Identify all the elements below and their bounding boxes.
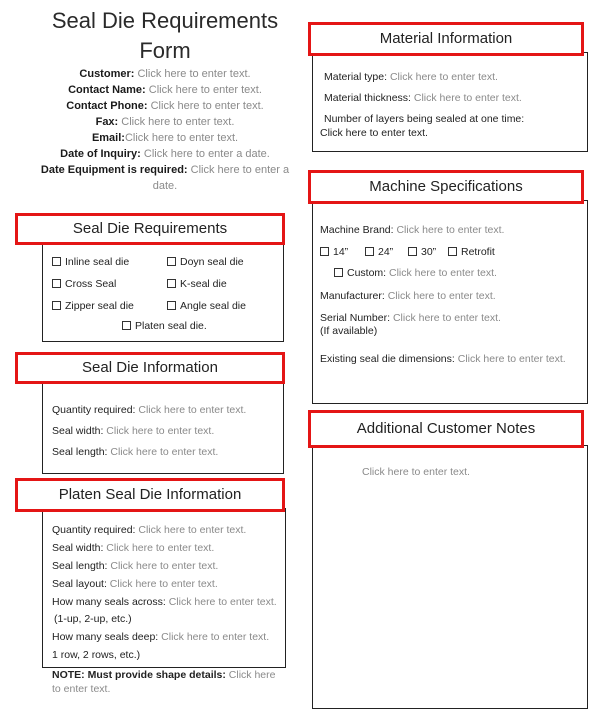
checkbox-icon [167, 301, 176, 310]
platen-deep-field[interactable]: Click here to enter text. [161, 631, 270, 643]
notes-panel [312, 445, 588, 709]
custom-field[interactable]: Click here to enter text. [389, 267, 497, 279]
notes-heading: Additional Customer Notes [308, 410, 584, 448]
date-required-line: Date Equipment is required: Click here to enter a date. [40, 164, 290, 192]
checkbox-icon [334, 268, 343, 277]
checkbox-icon [52, 279, 61, 288]
checkbox-icon [448, 247, 457, 256]
option-angle-seal-die[interactable]: Angle seal die [167, 300, 246, 312]
customer-info [40, 66, 290, 194]
size-custom[interactable]: Custom: Click here to enter text. [334, 267, 497, 279]
manufacturer-row: Manufacturer: Click here to enter text. [320, 290, 496, 302]
platen-layout-row: Seal layout: Click here to enter text. [52, 578, 218, 590]
email-field[interactable]: Click here to enter text. [124, 132, 239, 144]
material-type-row: Material type: Click here to enter text. [324, 71, 498, 83]
platen-across-hint: (1-up, 2-up, etc.) [54, 613, 132, 625]
option-doyn-seal-die[interactable]: Doyn seal die [167, 256, 244, 268]
checkbox-icon [167, 279, 176, 288]
machine-brand-row: Machine Brand: Click here to enter text. [320, 224, 505, 236]
machine-brand-field[interactable]: Click here to enter text. [396, 224, 505, 236]
material-thickness-field[interactable]: Click here to enter text. [413, 92, 522, 104]
platen-layout-field[interactable]: Click here to enter text. [109, 578, 218, 590]
existing-dims-row: Existing seal die dimensions: Click here to enter text. [320, 353, 566, 365]
option-k-seal-die[interactable]: K-seal die [167, 278, 227, 290]
platen-note-row: NOTE: Must provide shape details: Click here to enter text. [52, 669, 276, 695]
seal-die-requirements-heading: Seal Die Requirements [15, 213, 285, 245]
checkbox-icon [320, 247, 329, 256]
checkbox-icon [365, 247, 374, 256]
platen-deep-row: How many seals deep: Click here to enter text. [52, 631, 270, 643]
seal-die-information-heading: Seal Die Information [15, 352, 285, 384]
option-inline-seal-die[interactable]: Inline seal die [52, 256, 129, 268]
fax-line: Fax: Click here to enter text. [95, 116, 235, 128]
option-platen-seal-die[interactable]: Platen seal die. [122, 320, 207, 332]
contact-name-line: Contact Name: Click here to enter text. [68, 84, 262, 96]
si-quantity-field[interactable]: Click here to enter text. [138, 404, 247, 416]
material-type-field[interactable]: Click here to enter text. [389, 71, 498, 83]
platen-across-row: How many seals across: Click here to enter text. [52, 596, 277, 608]
platen-quantity-field[interactable]: Click here to enter text. [138, 524, 247, 536]
platen-length-row: Seal length: Click here to enter text. [52, 560, 219, 572]
fax-field[interactable]: Click here to enter text. [121, 116, 235, 128]
platen-note-field[interactable]: Click here to enter text. [52, 669, 276, 695]
platen-across-field[interactable]: Click here to enter text. [168, 596, 277, 608]
material-thickness-row: Material thickness: Click here to enter text. [324, 92, 522, 104]
contact-phone-field[interactable]: Click here to enter text. [150, 100, 264, 112]
machine-heading: Machine Specifications [308, 170, 584, 204]
si-width-row: Seal width: Click here to enter text. [52, 425, 215, 437]
si-length-field[interactable]: Click here to enter text. [110, 446, 219, 458]
platen-length-field[interactable]: Click here to enter text. [110, 560, 219, 572]
size-24[interactable]: 24” [365, 246, 393, 258]
customer-line: Customer: Click here to enter text. [79, 68, 251, 80]
si-width-field[interactable]: Click here to enter text. [106, 425, 215, 437]
date-of-inquiry-line: Date of Inquiry: Click here to enter a date. [60, 148, 270, 160]
serial-field[interactable]: Click here to enter text. [392, 312, 501, 324]
platen-quantity-row: Quantity required: Click here to enter text. [52, 524, 247, 536]
form-title: Seal Die Requirements Form [51, 8, 279, 63]
size-14[interactable]: 14” [320, 246, 348, 258]
si-quantity-row: Quantity required: Click here to enter text. [52, 404, 247, 416]
si-length-row: Seal length: Click here to enter text. [52, 446, 219, 458]
material-layers-field[interactable]: Click here to enter text. [320, 127, 428, 139]
checkbox-icon [52, 301, 61, 310]
platen-deep-hint: 1 row, 2 rows, etc.) [52, 649, 141, 661]
size-30[interactable]: 30” [408, 246, 436, 258]
material-layers-row: Number of layers being sealed at one time: [324, 113, 525, 125]
option-cross-seal[interactable]: Cross Seal [52, 278, 116, 290]
date-of-inquiry-field[interactable]: Click here to enter a date. [143, 148, 270, 160]
contact-phone-line: Contact Phone: Click here to enter text. [66, 100, 264, 112]
checkbox-icon [52, 257, 61, 266]
material-heading: Material Information [308, 22, 584, 56]
notes-field[interactable]: Click here to enter text. [362, 466, 470, 478]
manufacturer-field[interactable]: Click here to enter text. [387, 290, 496, 302]
checkbox-icon [122, 321, 131, 330]
checkbox-icon [167, 257, 176, 266]
email-line: Email:Click here to enter text. [91, 132, 239, 144]
size-retrofit[interactable]: Retrofit [448, 246, 495, 258]
option-zipper-seal-die[interactable]: Zipper seal die [52, 300, 134, 312]
platen-heading: Platen Seal Die Information [15, 478, 285, 512]
checkbox-icon [408, 247, 417, 256]
platen-width-field[interactable]: Click here to enter text. [106, 542, 215, 554]
serial-row: Serial Number: Click here to enter text. [320, 312, 501, 324]
serial-hint: (If available) [320, 325, 378, 337]
customer-field[interactable]: Click here to enter text. [137, 68, 251, 80]
date-required-field[interactable]: Click here to enter a date. [152, 164, 290, 192]
platen-width-row: Seal width: Click here to enter text. [52, 542, 215, 554]
existing-dims-field[interactable]: Click here to enter text. [457, 353, 566, 365]
contact-name-field[interactable]: Click here to enter text. [148, 84, 262, 96]
